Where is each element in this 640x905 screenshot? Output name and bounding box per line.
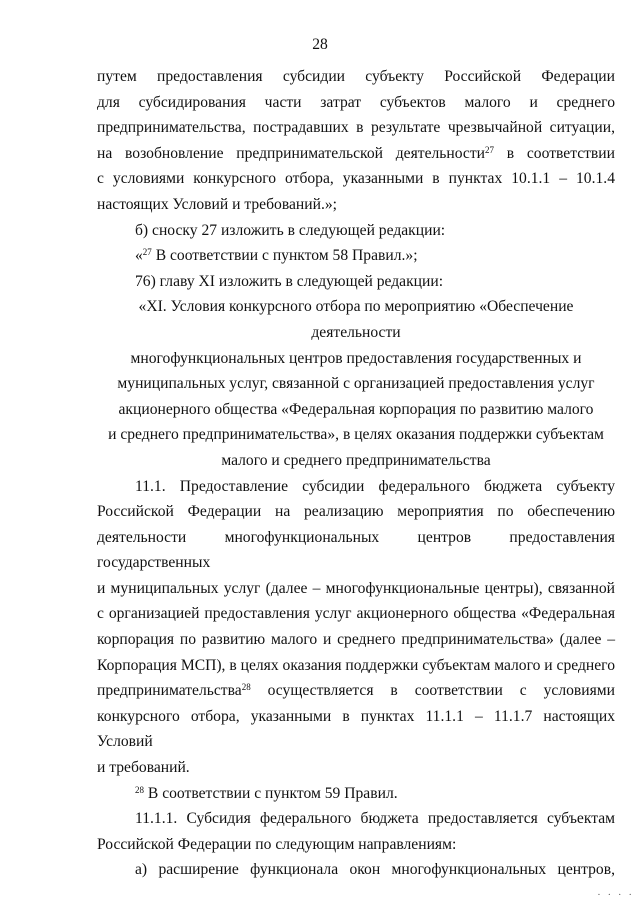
heading-line: и среднего предпринимательства», в целях оказания поддержки субъектам: [108, 426, 604, 444]
text-span: в соответствии: [494, 144, 615, 162]
text-line: Российской Федерации на реализацию мероприятия по обеспечению: [97, 503, 615, 521]
text-line: для субсидирования части затрат субъектов малого и среднего: [97, 93, 615, 111]
footnote-ref-28: 28: [241, 682, 251, 693]
text-line: 11.1. Предоставление субсидии федерального бюджета субъекту: [135, 477, 615, 495]
text-line: предпринимательства, пострадавших в результате чрезвычайной ситуации,: [97, 119, 615, 137]
scan-edge-mark: · · · ·: [597, 889, 634, 901]
paragraph-item-a: а) расширение функционала окон многофункциональных центров,: [135, 861, 615, 879]
chapter-heading: [97, 294, 615, 473]
footnote-mark-27: 27: [142, 247, 152, 258]
text-line: деятельности многофункциональных центров предоставления государственных: [97, 528, 615, 572]
text-line: Корпорация МСП), в целях оказания поддержки субъектам малого и среднего: [97, 656, 615, 674]
paragraph-footnote-instruction: б) сноску 27 изложить в следующей редакции:: [135, 221, 446, 239]
page-number: 28: [312, 36, 328, 53]
paragraph-11-1-1: [97, 806, 615, 857]
paragraph-chapter-instruction: 76) главу XI изложить в следующей редакции:: [135, 272, 444, 290]
text-span: предпринимательства: [97, 682, 242, 700]
heading-line: «XI. Условия конкурсного отбора по мероприятию «Обеспечение деятельности: [138, 298, 574, 341]
text-span: на возобновление предпринимательской деятельности: [97, 144, 485, 162]
heading-line: многофункциональных центров предоставления государственных и: [130, 349, 582, 367]
footnote-text: В соответствии с пунктом 58 Правил.»;: [151, 247, 418, 265]
text-line: [97, 141, 615, 167]
paragraph-subsidy-continuation: [97, 64, 615, 218]
text-line: [97, 678, 615, 704]
heading-line: акционерного общества «Федеральная корпорация по развитию малого: [118, 400, 594, 418]
heading-line: муниципальных услуг, связанной с организацией предоставления услуг: [117, 375, 595, 393]
footnote-ref-27: 27: [485, 144, 494, 155]
text-line: путем предоставления субсидии субъекту Российской Федерации: [97, 68, 615, 85]
text-line: корпорация по развитию малого и среднего предпринимательства» (далее –: [97, 631, 615, 649]
document-body: [97, 64, 615, 883]
open-quote: «: [135, 247, 143, 265]
text-line: и муниципальных услуг (далее – многофункциональные центры), связанной: [97, 579, 615, 597]
text-line: настоящих Условий и требований.»;: [97, 195, 337, 213]
paragraph-footnote-27: [97, 243, 615, 269]
footnote-text: В соответствии с пунктом 59 Правил.: [144, 784, 398, 802]
footnote-mark-28: 28: [135, 784, 144, 795]
text-line: с условиями конкурсного отбора, указанными в пунктах 10.1.1 – 10.1.4: [97, 170, 615, 188]
text-line: 11.1.1. Субсидия федерального бюджета предоставляется субъектам: [135, 810, 615, 828]
text-line: конкурсного отбора, указанными в пунктах 11.1.1 – 11.1.7 настоящих Условий: [97, 707, 615, 751]
heading-line: малого и среднего предпринимательства: [221, 451, 491, 469]
footnote-28: [97, 781, 615, 807]
text-line: Российской Федерации по следующим направлениям:: [97, 835, 457, 853]
text-line: с организацией предоставления услуг акционерного общества «Федеральная: [97, 605, 615, 623]
text-line: и требований.: [97, 759, 190, 777]
text-span: осуществляется в соответствии с условиями: [250, 682, 615, 700]
paragraph-11-1: [97, 474, 615, 781]
